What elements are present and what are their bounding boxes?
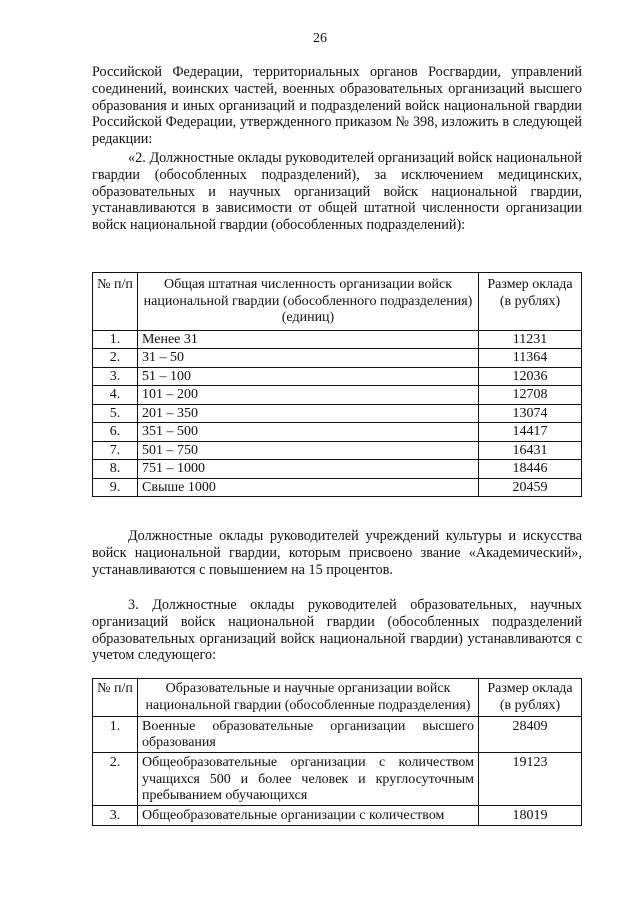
row-number: 2. bbox=[93, 753, 138, 806]
table-header-row bbox=[93, 679, 582, 717]
salary-value: 12036 bbox=[479, 367, 582, 386]
headcount-range: 31 – 50 bbox=[138, 349, 479, 368]
headcount-range: 101 – 200 bbox=[138, 386, 479, 405]
clause-3-paragraph: 3. Должностные оклады руководителей образовательных, научных организаций войск национальной гвардии (обособленных подразделений образовательных организаций войск национальной гвардии) устанавливаются с учетом следующего: bbox=[92, 597, 582, 664]
salary-value: 28409 bbox=[479, 717, 582, 753]
table-row bbox=[93, 806, 582, 826]
salary-value: 16431 bbox=[479, 441, 582, 460]
row-number: 1. bbox=[93, 717, 138, 753]
table-row bbox=[93, 478, 582, 497]
salary-value: 11364 bbox=[479, 349, 582, 368]
row-number: 3. bbox=[93, 367, 138, 386]
table-row bbox=[93, 753, 582, 806]
table-header-row bbox=[93, 273, 582, 331]
table-row bbox=[93, 441, 582, 460]
table-row bbox=[93, 404, 582, 423]
headcount-range: 201 – 350 bbox=[138, 404, 479, 423]
table-row bbox=[93, 330, 582, 349]
header-salary: Размер оклада (в рублях) bbox=[479, 679, 582, 717]
row-number: 9. bbox=[93, 478, 138, 497]
organization-type: Общеобразовательные организации с количеством учащихся 500 и более человек и круглосуточным пребыванием обучающихся bbox=[138, 753, 479, 806]
organization-type: Общеобразовательные организации с количеством bbox=[138, 806, 479, 826]
salary-value: 11231 bbox=[479, 330, 582, 349]
table-row bbox=[93, 717, 582, 753]
row-number: 5. bbox=[93, 404, 138, 423]
table-row bbox=[93, 367, 582, 386]
table-row bbox=[93, 460, 582, 479]
salary-value: 12708 bbox=[479, 386, 582, 405]
organization-type: Военные образовательные организации высшего образования bbox=[138, 717, 479, 753]
clause-2-paragraph: «2. Должностные оклады руководителей организаций войск национальной гвардии (обособленных подразделений), за исключением медицинских, образовательных и научных организаций войск национальной гвардии, устанавливаются в зависимости от общей штатной численности организации войск национальной гвардии (обособленных подразделений): bbox=[92, 150, 582, 234]
intro-paragraph: Российской Федерации, территориальных органов Росгвардии, управлений соединений, воинских частей, военных образовательных организаций высшего образования и иных организаций и подразделений войск национальной гвардии Российской Федерации, утвержденного приказом № 398, изложить в следующей редакции: bbox=[92, 64, 582, 148]
row-number: 7. bbox=[93, 441, 138, 460]
table-row bbox=[93, 386, 582, 405]
salary-value: 20459 bbox=[479, 478, 582, 497]
salary-value: 18446 bbox=[479, 460, 582, 479]
headcount-range: 501 – 750 bbox=[138, 441, 479, 460]
culture-paragraph: Должностные оклады руководителей учреждений культуры и искусства войск национальной гвардии, которым присвоено звание «Академический», устанавливаются с повышением на 15 процентов. bbox=[92, 528, 582, 578]
row-number: 2. bbox=[93, 349, 138, 368]
headcount-range: 751 – 1000 bbox=[138, 460, 479, 479]
headcount-range: 351 – 500 bbox=[138, 423, 479, 442]
headcount-range: 51 – 100 bbox=[138, 367, 479, 386]
salary-value: 13074 bbox=[479, 404, 582, 423]
headcount-range: Свыше 1000 bbox=[138, 478, 479, 497]
header-number: № п/п bbox=[93, 273, 138, 331]
header-number: № п/п bbox=[93, 679, 138, 717]
header-salary: Размер оклада (в рублях) bbox=[479, 273, 582, 331]
headcount-range: Менее 31 bbox=[138, 330, 479, 349]
row-number: 3. bbox=[93, 806, 138, 826]
salary-by-headcount-table bbox=[92, 272, 582, 497]
salary-value: 14417 bbox=[479, 423, 582, 442]
page-number: 26 bbox=[313, 31, 327, 46]
header-organization: Образовательные и научные организации войск национальной гвардии (обособленные подразделения) bbox=[138, 679, 479, 717]
row-number: 4. bbox=[93, 386, 138, 405]
salary-value: 19123 bbox=[479, 753, 582, 806]
salary-value: 18019 bbox=[479, 806, 582, 826]
row-number: 8. bbox=[93, 460, 138, 479]
header-headcount: Общая штатная численность организации войск национальной гвардии (обособленного подразделения) (единиц) bbox=[138, 273, 479, 331]
row-number: 1. bbox=[93, 330, 138, 349]
salary-by-organization-table bbox=[92, 678, 582, 826]
table-row bbox=[93, 423, 582, 442]
row-number: 6. bbox=[93, 423, 138, 442]
table-row bbox=[93, 349, 582, 368]
